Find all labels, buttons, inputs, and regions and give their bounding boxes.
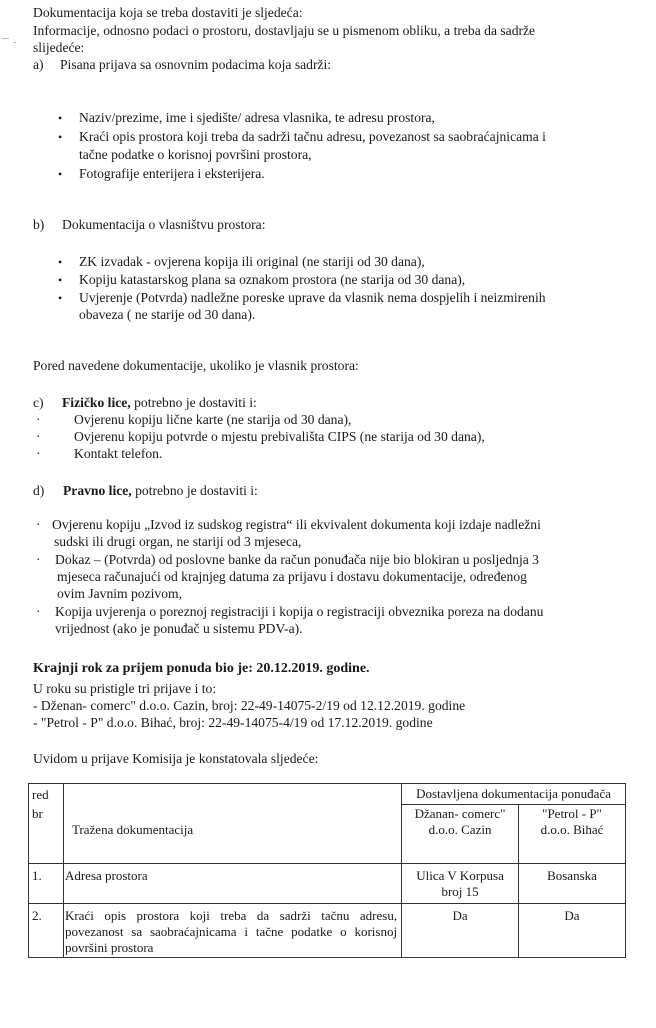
- section-d-item-2-cont-2: ovim Javnim pozivom,: [57, 586, 182, 601]
- bullet-icon: •: [58, 111, 63, 125]
- section-d-item-2-cont-1: mjeseca računajući od krajnjeg datuma za prijavu i dostavu dokumentacije, određenog: [57, 569, 527, 584]
- row-2-bidder-2-value: Da: [564, 908, 580, 923]
- section-d-item-3: Kopija uvjerenja o poreznoj registraciji i kopija o registraciji obveznika poreza na dodanu: [55, 604, 544, 619]
- header-bidder-2: [519, 805, 626, 864]
- bidder-1-company: d.o.o. Cazin: [428, 822, 492, 837]
- section-d-title-rest: potrebno je dostaviti i:: [131, 483, 258, 498]
- bidder-1-name: Džanan- comerc": [414, 806, 506, 821]
- row-2-doc: Kraći opis prostora koji treba da sadrži tačnu adresu, povezanost sa saobraćajnicama i tačne podatke o korisnoj površini prostora: [63, 904, 401, 958]
- received-intro: U roku su pristigle tri prijave i to:: [33, 681, 217, 696]
- received-entry-2: - "Petrol - P" d.o.o. Bihać, broj: 22-49-14075-4/19 od 17.12.2019. godine: [33, 715, 433, 730]
- bullet-icon: ·: [36, 517, 41, 532]
- intro-line-3: slijedeće:: [33, 40, 85, 55]
- section-d-item-2: Dokaz – (Potvrda) od poslovne banke da račun ponuđača nije bio blokiran u posljednja 3: [55, 552, 539, 567]
- bullet-icon: ·: [36, 429, 41, 444]
- section-c-title-bold: Fizičko lice,: [62, 395, 131, 410]
- owner-intro: Pored navedene dokumentacije, ukoliko je vlasnik prostora:: [33, 358, 359, 373]
- row-2-num: 2.: [29, 904, 64, 958]
- section-a-marker: a): [33, 57, 44, 72]
- section-b-item-3-cont: obaveza ( ne starije od 30 dana).: [79, 307, 256, 322]
- table-row: [29, 864, 626, 904]
- scan-artifact: [2, 38, 9, 39]
- row-1-bidder-1-line-1: Ulica V Korpusa: [416, 868, 504, 883]
- bullet-icon: •: [58, 291, 63, 305]
- section-b-item-3: Uvjerenje (Potvrda) nadležne poreske uprave da vlasnik nema dospjelih i neizmirenih: [79, 290, 546, 305]
- documentation-table: [28, 783, 626, 958]
- section-c-title-rest: potrebno je dostaviti i:: [130, 395, 257, 410]
- commission-note: Uvidom u prijave Komisija je konstatovala sljedeće:: [33, 751, 319, 766]
- section-b-marker: b): [33, 217, 45, 232]
- row-2-bidder-1-value: Da: [452, 908, 468, 923]
- header-requested-doc-label: Tražena dokumentacija: [71, 822, 194, 837]
- section-d-title: [63, 482, 258, 499]
- bullet-icon: ·: [36, 552, 41, 567]
- section-c-item-3: Kontakt telefon.: [74, 446, 163, 461]
- row-1-bidder-1: [402, 864, 519, 904]
- bullet-icon: •: [58, 130, 63, 144]
- row-1-bidder-2-line-1: Bosanska: [547, 868, 597, 883]
- section-b-title: Dokumentacija o vlasništvu prostora:: [62, 217, 266, 232]
- section-d-item-1-cont: sudski ili drugi organ, ne stariji od 3 mjeseca,: [54, 534, 302, 549]
- header-red-br: [29, 784, 64, 864]
- scan-artifact: [13, 42, 16, 43]
- section-a-item-2: Kraći opis prostora koji treba da sadrži tačnu adresu, povezanost sa saobraćajnicama i: [79, 129, 546, 144]
- bullet-icon: ·: [36, 604, 41, 619]
- bullet-icon: ·: [36, 412, 41, 427]
- row-1-bidder-1-line-2: broj 15: [441, 884, 479, 899]
- row-2-bidder-1: [402, 904, 519, 958]
- header-br: br: [32, 806, 43, 821]
- row-1-doc: Adresa prostora: [63, 864, 401, 904]
- bullet-icon: •: [58, 255, 63, 269]
- header-bidder-1: [402, 805, 519, 864]
- bullet-icon: •: [58, 167, 63, 181]
- header-submitted-doc: Dostavljena dokumentacija ponuđača: [402, 784, 626, 805]
- deadline-heading: Krajnji rok za prijem ponuda bio je: 20.12.2019. godine.: [33, 661, 370, 676]
- table-header-row: [29, 784, 626, 805]
- section-c-item-2: Ovjerenu kopiju potvrde o mjestu prebivališta CIPS (ne starija od 30 dana),: [74, 429, 485, 444]
- bullet-icon: •: [58, 273, 63, 287]
- section-a-title: Pisana prijava sa osnovnim podacima koja sadrži:: [60, 57, 332, 72]
- bidder-2-company: d.o.o. Bihać: [540, 822, 604, 837]
- section-d-item-3-cont: vrijednost (ako je ponuđač u sistemu PDV-a).: [55, 621, 303, 636]
- section-d-title-bold: Pravno lice,: [63, 483, 132, 498]
- section-a-item-1: Naziv/prezime, ime i sjedište/ adresa vlasnika, te adresu prostora,: [79, 110, 435, 125]
- section-d-item-1: Ovjerenu kopiju „Izvod iz sudskog registra“ ili ekvivalent dokumenta koji izdaje nadležni: [52, 517, 541, 532]
- section-b-item-2: Kopiju katastarskog plana sa oznakom prostora (ne starija od 30 dana),: [79, 272, 466, 287]
- row-2-bidder-2: [519, 904, 626, 958]
- bidder-2-name: "Petrol - P": [542, 806, 602, 821]
- section-c-marker: c): [33, 395, 44, 410]
- row-1-bidder-2: [519, 864, 626, 904]
- intro-line-1: Dokumentacija koja se treba dostaviti je sljedeća:: [33, 5, 303, 20]
- intro-line-2: Informacije, odnosno podaci o prostoru, dostavljaju se u pismenom obliku, a treba da sadrže: [33, 23, 536, 38]
- header-requested-doc: [63, 784, 401, 864]
- received-entry-1: - Dženan- comerc" d.o.o. Cazin, broj: 22-49-14075-2/19 od 12.12.2019. godine: [33, 698, 466, 713]
- section-b-item-1: ZK izvadak - ovjerena kopija ili original (ne stariji od 30 dana),: [79, 254, 425, 269]
- section-d-marker: d): [33, 483, 45, 498]
- row-1-num: 1.: [29, 864, 64, 904]
- header-red: red: [32, 787, 49, 802]
- section-c-title: [62, 394, 257, 411]
- section-a-item-3: Fotografije enterijera i eksterijera.: [79, 166, 265, 181]
- section-c-item-1: Ovjerenu kopiju lične karte (ne starija od 30 dana),: [74, 412, 352, 427]
- bullet-icon: ·: [36, 446, 41, 461]
- section-a-item-2-cont: tačne podatke o korisnoj površini prostora,: [79, 147, 312, 162]
- table-row: [29, 904, 626, 958]
